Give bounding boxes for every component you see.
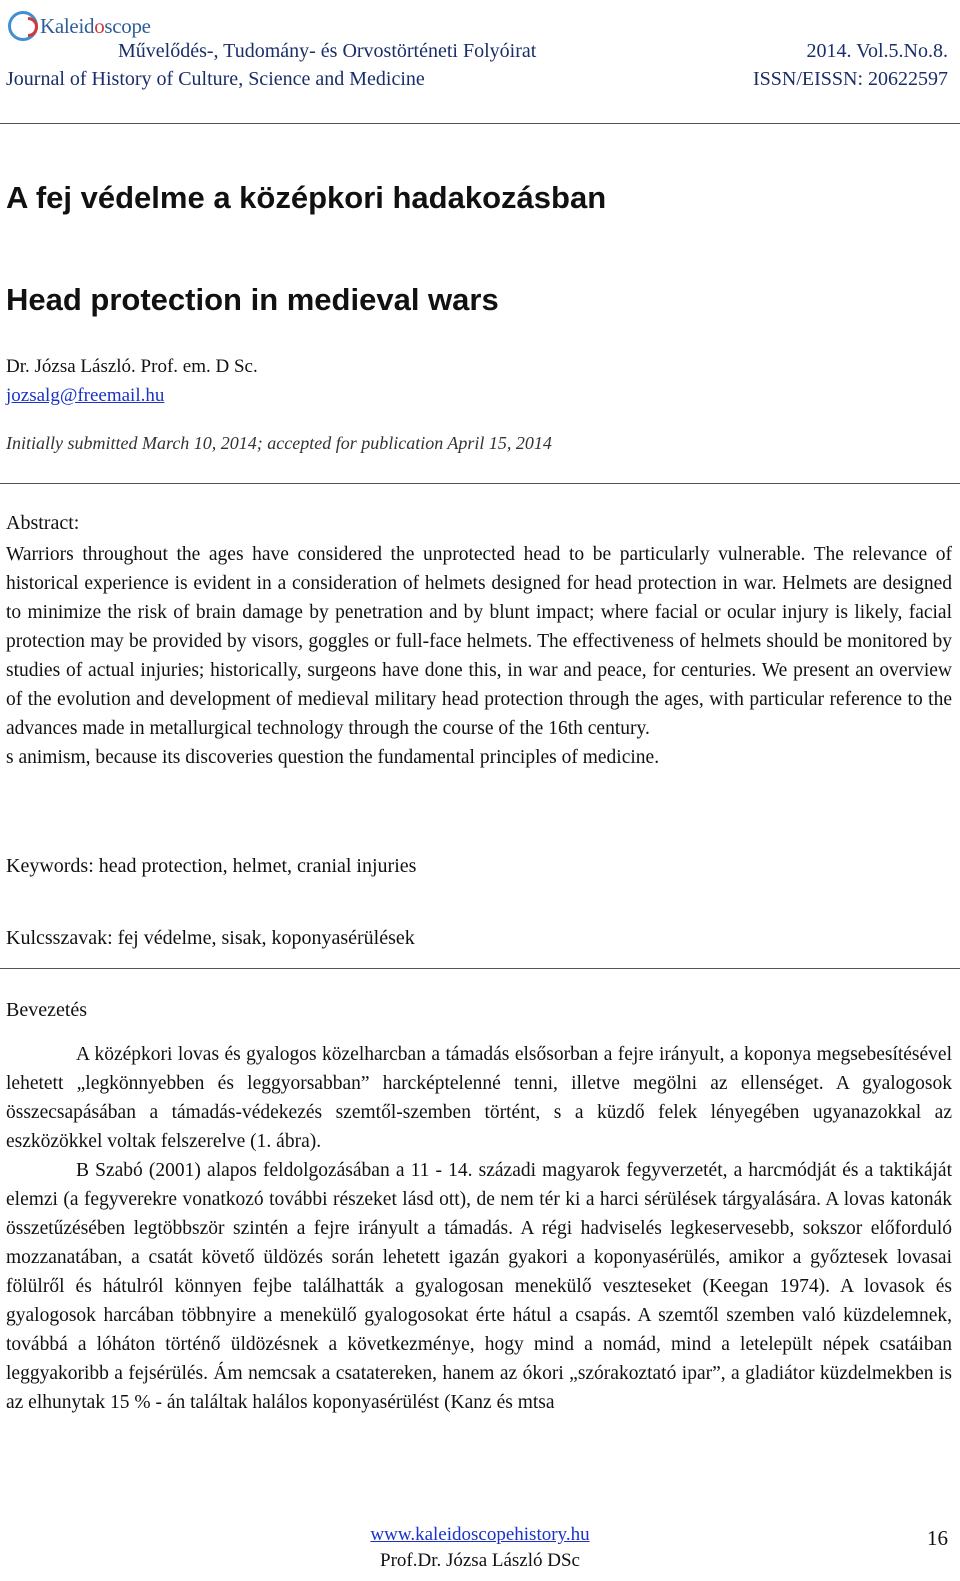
section-divider [0,483,960,484]
journal-volume: 2014. Vol.5.No.8. [806,40,948,62]
footer-website-link[interactable]: www.kaleidoscopehistory.hu [370,1524,590,1545]
keywords-en [6,855,416,878]
footer-author: Prof.Dr. Józsa László DSc [380,1550,580,1571]
section-divider [0,968,960,969]
keywords-value: head protection, helmet, cranial injuries [93,855,417,877]
abstract-paragraph: s animism, because its discoveries question the fundamental principles of medicine. [6,747,660,768]
keywords-label: Keywords: [6,855,94,877]
article-title-en: Head protection in medieval wars [6,282,499,317]
body-paragraph: B Szabó (2001) alapos feldolgozásában a 11 - 14. századi magyarok fegyverzetét, a harcmódját és a taktikáját elemzi (a fegyverekre vonatkozó további részeket lásd ott), de nem tér ki a harci sérülések tárgyalására. A lovas katonák összetűzésében legtöbbször szintén a fejre irányult a támadás. A régi hadviselés legkeservesebb, sokszor előforduló mozzanatában, a csatát követő üldözés során lehetett igazán gyakori a koponyasérülés, amikor a győztesek lovasai fölülről és hátulról könnyen fejbe találhatták a gyalogosan menekülő veszteseket (Keegan 1974). A lovasok és gyalogosok harcában többnyire a menekülő gyalogosokat érte hátul a csapás. A szemtől szemben való küzdelemnek, továbbá a lóháton történő üldözésnek a következménye, hogy mind a nomád, mind a letelepült népek csatáiban leggyakoribb a fejsérülés. Ám nemcsak a csatatereken, hanem az ókori „szórakoztató ipar”, a gladiátor küzdelmekben is az elhunytak 15 % - án találtak halálos koponyasérülést (Kanz és mtsa [6,1160,952,1413]
abstract-heading: Abstract: [6,512,80,534]
abstract-body [6,540,952,772]
keywords-hu [6,927,415,950]
article-title-hu: A fej védelme a középkori hadakozásban [6,180,607,215]
body-paragraph: A középkori lovas és gyalogos közelharcban a támadás elsősorban a fejre irányult, a koponya megsebesítésével lehetett „legkönnyebben és leggyorsabban” harcképtelenné tenni, illetve megölni az ellenséget. A gyalogosok összecsapásában a támadás-védekezés szemtől-szemben történt, s a küzdő felek lényegében ugyanazokkal az eszközökkel voltak felszerelve (1. ábra). [6,1044,952,1152]
journal-title-en: Journal of History of Culture, Science and Medicine [6,68,425,90]
section-heading: Bevezetés [6,999,88,1021]
abstract-paragraph: Warriors throughout the ages have considered the unprotected head to be particularly vulnerable. The relevance of historical experience is evident in a consideration of helmets designed for head protection in war. Helmets are designed to minimize the risk of brain damage by penetration and by blunt impact; where facial or ocular injury is likely, facial protection may be provided by visors, goggles or full-face helmets. The effectiveness of helmets should be monitored by studies of actual injuries; historically, surgeons have done this, in war and peace, for centuries. We present an overview of the evolution and development of medieval military head protection through the ages, with particular reference to the advances made in metallurgical technology through the course of the 16th century. [6,544,952,739]
keywords-label: Kulcsszavak [6,927,108,949]
intro-body [6,1040,952,1417]
author-email-link[interactable]: jozsalg@freemail.hu [6,385,165,406]
logo-text: Kaleidoscope [40,13,151,38]
journal-issn: ISSN/EISSN: 20622597 [752,68,948,90]
journal-title-hu: Művelődés-, Tudomány- és Orvostörténeti Folyóirat [118,40,537,62]
kaleidoscope-logo-icon [8,11,38,41]
author-name: Dr. Józsa László. Prof. em. D Sc. [6,356,258,377]
submission-dates: Initially submitted March 10, 2014; accepted for publication April 15, 2014 [6,433,552,453]
header-divider [0,123,960,124]
page-number: 16 [927,1526,948,1550]
page-header [0,0,960,100]
keywords-value: : fej védelme, sisak, koponyasérülések [107,927,415,949]
